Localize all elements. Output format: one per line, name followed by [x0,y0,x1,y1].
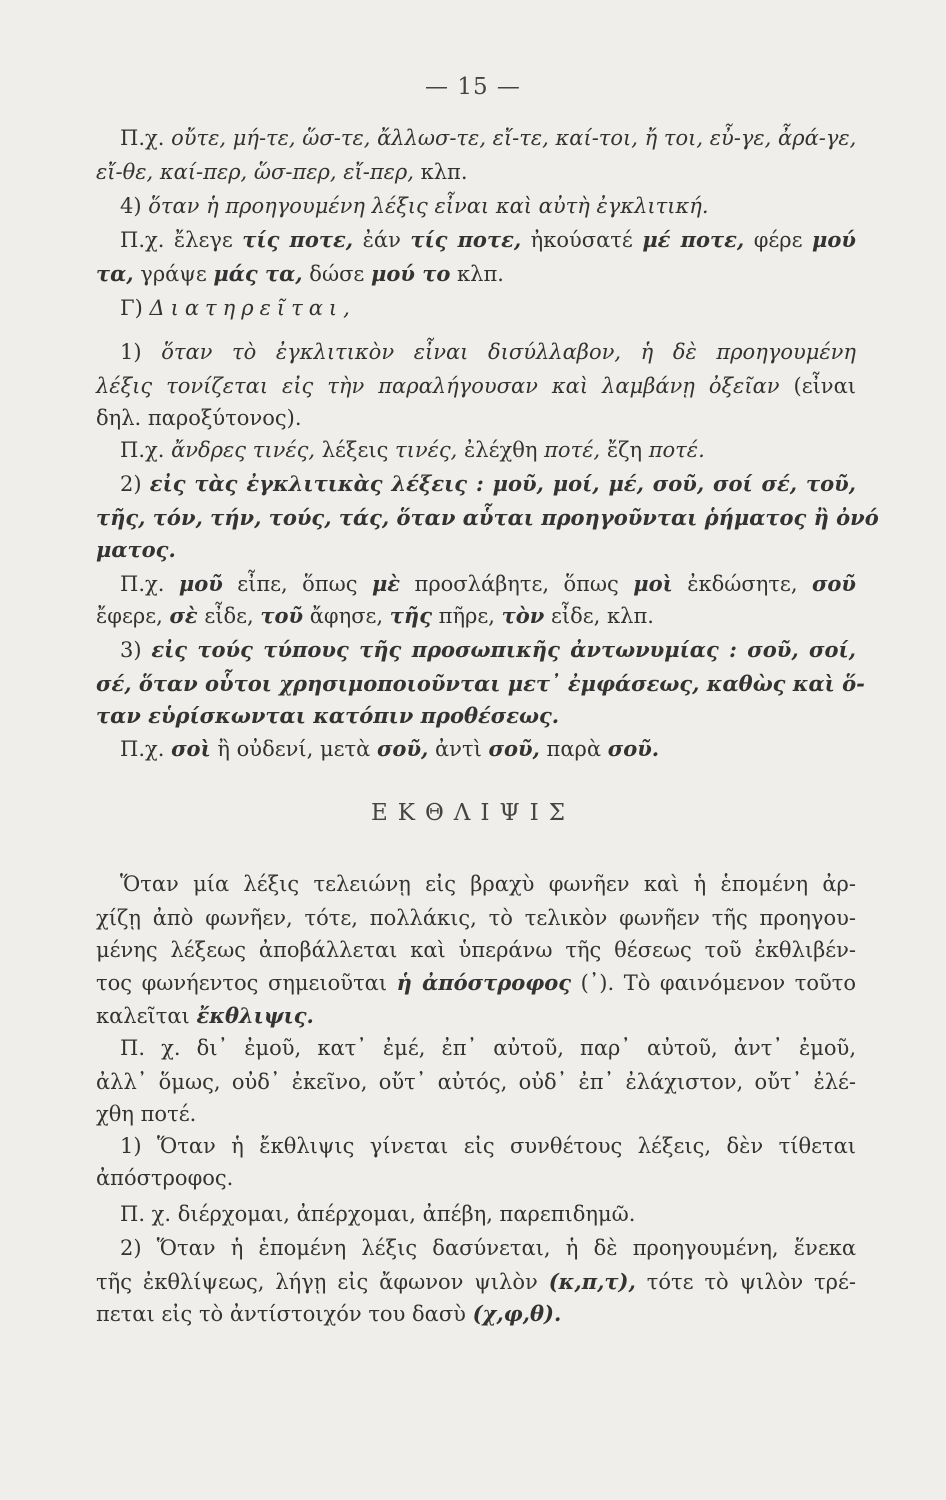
text-line: σέ, ὅταν οὗτοι χρησιμοποιοῦνται μετ᾽ ἐμφάσεως, καθὼς καὶ ὅ- [96,671,865,696]
text-line: Π.χ. οὔτε, μή-τε, ὥσ-τε, ἄλλωσ-τε, εἴ-τε, καί-τοι, ἤ τοι, εὖ-γε, ἆρά-γε, [120,126,857,150]
text-line: δηλ. παροξύτονος). [96,406,302,430]
text-line: τῆς ἐκθλίψεως, λήγῃ εἰς ἄφωνον ψιλὸν (κ,π,τ), τότε τὸ ψιλὸν τρέ- [96,1269,856,1294]
text-line: ματος. [96,537,176,562]
text-line: Π. χ. διέρχομαι, ἀπέρχομαι, ἀπέβη, παρεπιδημῶ. [120,1202,636,1226]
text-line: Π.χ. ἄνδρες τινές, λέξεις τινές, ἐλέχθη ποτέ, ἔζη ποτέ. [120,438,705,462]
text-line: ἀπόστροφος. [96,1166,234,1190]
text-line: Π.χ. μοῦ εἶπε, ὅπως μὲ προσλάβητε, ὅπως μοὶ ἐκδώσητε, σοῦ [120,571,856,596]
text-line: καλεῖται ἔκθλιψις. [96,1003,314,1028]
text-line: 1) Ὅταν ἡ ἔκθλιψις γίνεται εἰς συνθέτους λέξεις, δὲν τίθεται [120,1134,856,1158]
text-line: ἔφερε, σὲ εἶδε, τοῦ ἄφησε, τῆς πῆρε, τὸν εἶδε, κλπ. [96,603,654,628]
text-line: τῆς, τόν, τήν, τούς, τάς, ὅταν αὗται προηγοῦνται ῥήματος ἢ ὀνό [96,505,879,530]
text-line: 2) Ὅταν ἡ ἑπομένη λέξις δασύνεται, ἡ δὲ προηγουμένη, ἕνεκα [120,1236,856,1260]
text-line: πεται εἰς τὸ ἀντίστοιχόν του δασὺ (χ,φ,θ). [96,1301,562,1326]
text-line: Π. χ. δι᾽ ἐμοῦ, κατ᾽ ἐμέ, ἐπ᾽ αὐτοῦ, παρ᾽ αὐτοῦ, ἀντ᾽ ἐμοῦ, [120,1036,856,1060]
text-line: 2) εἰς τὰς ἐγκλιτικὰς λέξεις : μοῦ, μοί, μέ, σοῦ, σοί σέ, τοῦ, [120,471,856,496]
page-number: — 15 — [425,74,521,100]
subheading: Γ) Διατηρεῖται, [120,296,356,320]
text-line: χίζῃ ἀπὸ φωνῆεν, τότε, πολλάκις, τὸ τελικὸν φωνῆεν τῆς προηγου- [96,906,856,930]
text-line: 1) ὅταν τὸ ἐγκλιτικὸν εἶναι δισύλλαβον, ἡ δὲ προηγουμένη [120,340,856,364]
text-line: 3) εἰς τούς τύπους τῆς προσωπικῆς ἀντωνυμίας : σοῦ, σοί, [120,637,856,662]
text-line: ἀλλ᾽ ὅμως, οὐδ᾽ ἐκεῖνο, οὔτ᾽ αὐτός, οὐδ᾽ ἐπ᾽ ἐλάχιστον, οὔτ᾽ ἐλέ- [96,1070,856,1094]
text-line: Π.χ. ἔλεγε τίς ποτε, ἐάν τίς ποτε, ἠκούσατέ μέ ποτε, φέρε μού [120,227,856,252]
text-line: εἴ-θε, καί-περ, ὥσ-περ, εἴ-περ, κλπ. [96,160,468,184]
text-line: Π.χ. σοὶ ἢ οὐδενί, μετὰ σοῦ, ἀντὶ σοῦ, παρὰ σοῦ. [120,736,660,761]
text-line: χθη ποτέ. [96,1102,197,1126]
text-line: τα, γράψε μάς τα, δώσε μού το κλπ. [96,261,504,286]
text-line: μένης λέξεως ἀποβάλλεται καὶ ὑπεράνω τῆς θέσεως τοῦ ἐκθλιβέν- [96,938,856,962]
text-line: Ὅταν μία λέξις τελειώνῃ εἰς βραχὺ φωνῆεν καὶ ἡ ἑπομένη ἀρ- [120,872,856,896]
text-line: 4) ὅταν ἡ προηγουμένη λέξις εἶναι καὶ αὐτὴ ἐγκλιτική. [120,194,709,218]
text-line: λέξις τονίζεται εἰς τὴν παραλήγουσαν καὶ λαμβάνῃ ὀξεῖαν (εἶναι [96,374,856,398]
text-line: τος φωνήεντος σημειοῦται ἡ ἀπόστροφος (᾽). Τὸ φαινόμενον τοῦτο [96,970,857,995]
section-heading: ΕΚΘΛΙΨΙΣ [370,800,576,826]
text-line: ταν εὑρίσκωνται κατόπιν προθέσεως. [96,703,560,728]
